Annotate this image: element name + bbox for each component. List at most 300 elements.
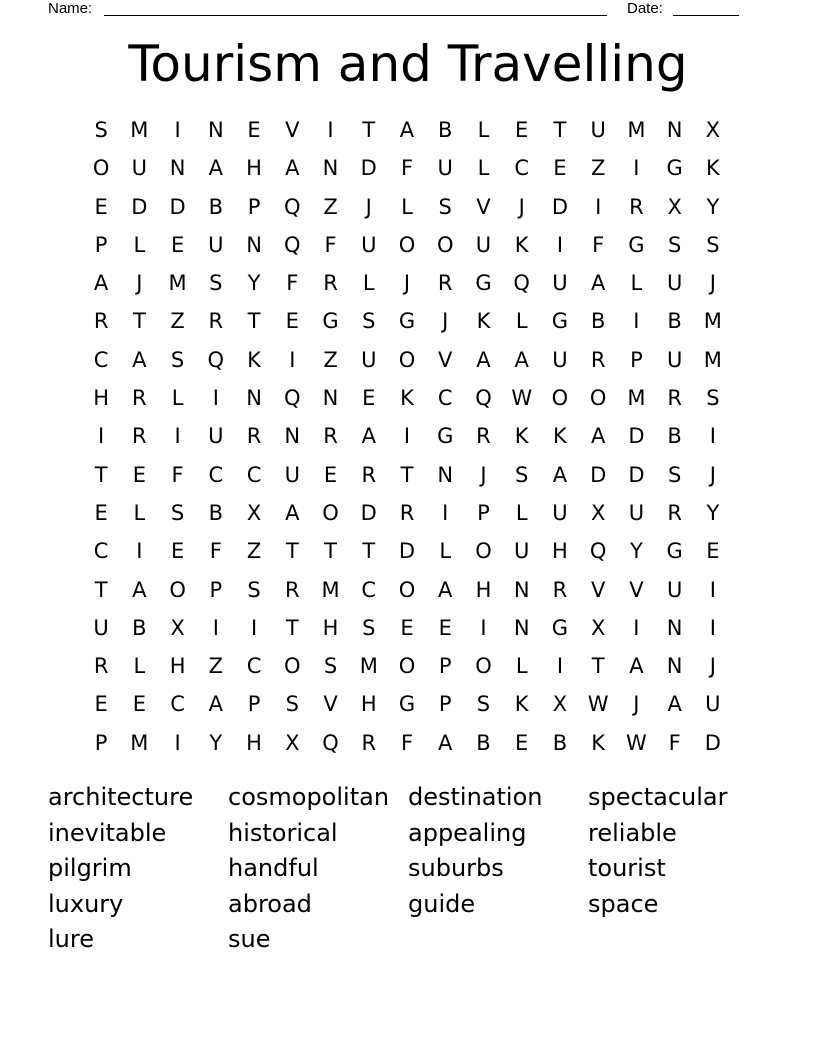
grid-letter: U [552,500,568,525]
grid-letter: V [323,692,338,717]
grid-letter: N [437,462,454,487]
grid-letter: Q [284,386,301,411]
grid-letter: K [553,424,567,449]
grid-letter: Q [589,539,607,564]
date-label: Date: [627,0,663,17]
grid-letter: E [247,118,261,142]
grid-letter: Y [209,730,223,755]
grid-row [82,188,732,226]
grid-letter: N [513,577,530,602]
grid-letter: S [247,577,261,602]
grid-row [82,226,732,264]
grid-letter: I [98,424,105,449]
grid-letter: H [246,156,262,181]
grid-letter: K [476,309,491,334]
grid-letter: X [590,500,606,525]
grid-letter: A [590,424,606,449]
grid-letter: R [93,309,109,334]
grid-letter: T [94,577,108,602]
grid-row [82,571,732,609]
grid-letter: I [633,615,640,640]
grid-letter: M [359,654,378,679]
grid-letter: C [437,386,453,411]
grid-letter: F [324,232,337,257]
grid-letter: T [324,539,337,564]
grid-letter: A [285,500,300,525]
grid-letter: O [284,654,301,679]
grid-letter: L [362,271,375,296]
grid-letter: J [136,271,143,296]
grid-row [82,609,732,647]
grid-row [82,685,732,723]
grid-letter: D [628,424,645,449]
grid-letter: H [552,539,568,564]
grid-letter: I [633,309,640,334]
grid-letter: A [208,692,223,717]
grid-letter: O [322,500,339,525]
grid-letter: X [285,730,300,755]
grid-row [82,456,732,494]
grid-letter: V [590,577,606,602]
grid-letter: A [361,424,376,449]
grid-letter: T [362,118,376,142]
grid-letter: S [476,692,491,717]
grid-letter: R [323,424,338,449]
grid-letter: X [170,615,185,640]
grid-letter: N [666,615,683,640]
grid-letter: P [209,577,223,602]
grid-letter: E [94,500,108,525]
word-list-item: cosmopolitan [228,783,390,811]
grid-letter: V [438,347,453,372]
grid-letter: N [666,118,683,142]
grid-letter: U [131,156,148,181]
grid-letter: U [208,232,224,257]
word-list-item: sue [228,925,271,954]
word-list-item: pilgrim [48,854,132,883]
grid-letter: A [93,271,109,296]
grid-letter: U [552,347,568,372]
grid-letter: O [92,156,110,181]
grid-letter: O [398,654,416,679]
grid-letter: M [627,386,646,411]
word-list-item: tourist [588,854,666,883]
grid-letter: N [246,232,262,257]
grid-letter: P [477,500,490,525]
grid-letter: G [628,232,645,257]
word-list-item: architecture [48,783,194,811]
grid-letter: E [132,462,146,487]
grid-letter: L [515,500,528,525]
grid-letter: A [132,347,147,372]
grid-letter: E [515,730,529,755]
grid-letter: L [133,232,146,257]
grid-letter: I [174,730,181,755]
grid-letter: V [476,194,491,219]
grid-letter: S [209,271,223,296]
grid-letter: F [171,462,184,487]
grid-letter: L [477,118,490,142]
grid-letter: Q [284,232,301,257]
grid-letter: L [133,654,146,679]
grid-row [82,724,732,762]
grid-letter: R [93,654,109,679]
grid-letter: T [362,539,376,564]
grid-letter: T [285,539,299,564]
word-list-item: inevitable [48,818,167,847]
grid-letter: K [514,692,529,717]
grid-letter: A [208,156,223,181]
grid-letter: F [592,232,605,257]
grid-letter: F [286,271,299,296]
word-list-item: handful [228,854,319,883]
grid-letter: W [587,692,609,717]
grid-letter: U [590,118,606,142]
grid-letter: M [168,271,187,296]
grid-letter: B [438,118,453,142]
grid-letter: F [400,730,414,755]
page-title: Tourism and Travelling [128,35,688,93]
grid-letter: J [633,692,640,717]
grid-letter: S [515,462,529,487]
grid-letter: I [403,424,411,449]
grid-letter: D [704,730,721,755]
grid-letter: H [246,730,262,755]
grid-letter: V [285,118,300,142]
grid-letter: A [590,271,606,296]
grid-letter: D [398,539,416,564]
grid-letter: P [630,347,643,372]
grid-letter: A [399,118,415,142]
word-list-item: abroad [228,889,312,918]
grid-row [82,647,732,685]
grid-letter: N [246,386,262,411]
grid-letter: B [667,424,682,449]
grid-row [82,149,732,187]
grid-row [82,264,732,302]
grid-row [82,341,732,379]
grid-letter: S [94,118,108,142]
grid-letter: I [212,615,219,640]
grid-letter: C [246,654,262,679]
grid-letter: S [362,309,376,334]
word-list [48,780,768,958]
grid-letter: N [513,615,530,640]
grid-letter: I [212,386,219,411]
grid-letter: L [401,194,413,219]
grid-letter: K [705,156,720,181]
grid-letter: I [709,577,716,602]
grid-letter: E [515,118,529,142]
grid-letter: N [322,386,339,411]
grid-letter: S [438,194,452,219]
grid-letter: G [551,309,569,334]
grid-letter: G [398,692,416,717]
grid-letter: O [551,386,569,411]
grid-letter: O [398,577,416,602]
grid-letter: F [209,539,222,564]
grid-letter: G [475,271,492,296]
grid-letter: C [170,692,185,717]
grid-letter: U [514,539,530,564]
grid-letter: S [706,386,720,411]
grid-letter: F [668,730,681,755]
grid-letter: K [400,386,414,411]
grid-letter: L [171,386,184,411]
grid-letter: P [94,730,108,755]
grid-letter: Q [475,386,492,411]
grid-letter: S [323,654,338,679]
grid-letter: U [437,156,453,181]
grid-letter: A [285,156,300,181]
grid-letter: M [703,309,722,334]
grid-letter: H [322,615,339,640]
grid-letter: R [132,424,147,449]
grid-letter: E [170,232,185,257]
grid-letter: R [361,730,377,755]
grid-letter: R [667,386,682,411]
grid-letter: Y [629,539,643,564]
grid-letter: U [666,271,683,296]
grid-letter: U [475,232,492,257]
grid-letter: B [667,309,682,334]
grid-letter: C [93,539,109,564]
grid-letter: D [169,194,186,219]
grid-letter: J [442,309,449,334]
grid-letter: O [169,577,186,602]
grid-letter: B [208,194,224,219]
grid-letter: R [667,500,682,525]
grid-letter: N [207,118,224,142]
grid-letter: J [709,462,716,487]
grid-letter: S [667,462,682,487]
grid-letter: I [136,539,143,564]
grid-letter: R [629,194,644,219]
grid-letter: X [552,692,568,717]
grid-letter: S [170,500,185,525]
grid-letter: L [133,500,146,525]
grid-letter: I [174,118,181,142]
grid-letter: T [132,309,146,334]
grid-row [82,379,732,417]
grid-letter: S [362,615,376,640]
grid-letter: K [514,232,529,257]
grid-letter: R [552,577,568,602]
grid-letter: T [285,615,299,640]
grid-letter: A [514,347,529,372]
grid-letter: E [285,309,299,334]
grid-letter: U [284,462,300,487]
grid-row [82,494,732,532]
grid-letter: A [552,462,568,487]
grid-letter: E [400,615,414,640]
grid-letter: G [398,309,416,334]
grid-letter: U [361,347,377,372]
grid-letter: Z [246,539,262,564]
grid-letter: E [170,539,185,564]
grid-letter: D [628,462,645,487]
grid-letter: Q [284,194,301,219]
grid-letter: O [475,654,492,679]
grid-letter: Z [323,347,338,372]
grid-letter: O [398,347,416,372]
grid-letter: W [511,386,533,411]
grid-letter: P [247,692,261,717]
grid-letter: B [552,730,568,755]
grid-letter: P [94,232,108,257]
grid-letter: D [360,500,377,525]
grid-letter: D [360,156,377,181]
grid-letter: N [284,424,301,449]
grid-letter: T [553,118,567,142]
grid-letter: B [590,309,606,334]
grid-row [82,302,732,340]
grid-letter: U [628,500,645,525]
grid-letter: J [480,462,487,487]
grid-letter: X [667,194,682,219]
grid-letter: Z [590,156,606,181]
grid-letter: I [174,424,181,449]
word-list-item: appealing [408,818,527,847]
grid-letter: R [246,424,262,449]
grid-letter: X [590,615,606,640]
grid-letter: D [131,194,148,219]
grid-row [82,111,732,149]
grid-letter: J [709,271,716,296]
grid-letter: H [93,386,110,411]
grid-letter: X [705,118,721,142]
grid-letter: R [399,500,415,525]
grid-letter: Z [170,309,185,334]
grid-letter: B [132,615,147,640]
grid-letter: E [94,194,108,219]
grid-letter: O [589,386,607,411]
grid-letter: U [552,271,568,296]
grid-letter: I [709,615,716,640]
grid-letter: G [437,424,454,449]
grid-letter: M [130,118,149,142]
grid-letter: E [94,692,108,717]
grid-letter: O [436,232,454,257]
grid-letter: E [362,386,376,411]
grid-letter: A [438,577,453,602]
grid-letter: R [208,309,224,334]
grid-letter: G [666,539,683,564]
name-label: Name: [48,0,93,17]
grid-letter: U [93,615,109,640]
grid-letter: L [477,156,490,181]
grid-letter: D [551,194,569,219]
grid-letter: S [170,347,185,372]
grid-letter: W [626,730,647,755]
grid-letter: E [706,539,720,564]
grid-letter: G [551,615,569,640]
grid-letter: J [518,194,525,219]
grid-letter: R [437,271,453,296]
word-list-item: guide [408,889,476,918]
grid-letter: M [321,577,340,602]
grid-letter: I [595,194,602,219]
word-list-item: reliable [588,818,677,847]
grid-letter: C [246,462,262,487]
grid-letter: U [666,347,683,372]
grid-letter: Y [706,194,720,219]
grid-letter: I [633,156,640,181]
grid-letter: I [289,347,296,372]
grid-letter: R [476,424,491,449]
grid-letter: O [398,232,416,257]
grid-letter: G [322,309,339,334]
grid-letter: A [629,654,644,679]
grid-letter: H [475,577,492,602]
grid-letter: L [630,271,643,296]
grid-letter: O [475,539,492,564]
grid-letter: C [361,577,377,602]
grid-letter: A [476,347,491,372]
grid-letter: M [627,118,646,142]
grid-letter: N [666,654,683,679]
grid-letter: K [514,424,529,449]
grid-letter: I [250,615,258,640]
grid-letter: B [476,730,491,755]
grid-letter: S [667,232,682,257]
grid-letter: R [323,271,338,296]
grid-letter: B [208,500,224,525]
grid-letter: T [591,654,605,679]
letter-grid [82,111,732,762]
grid-letter: G [666,156,683,181]
grid-letter: N [169,156,186,181]
grid-letter: M [130,730,149,755]
grid-letter: F [400,156,414,181]
grid-letter: A [438,730,453,755]
grid-letter: P [438,654,452,679]
grid-letter: K [591,730,606,755]
grid-letter: C [514,156,530,181]
grid-letter: T [247,309,261,334]
grid-letter: H [360,692,377,717]
grid-letter: Y [247,271,261,296]
grid-letter: E [438,615,452,640]
grid-letter: L [515,309,528,334]
grid-letter: T [400,462,414,487]
grid-letter: H [169,654,186,679]
grid-letter: M [703,347,722,372]
grid-letter: J [709,654,716,679]
grid-letter: Z [208,654,224,679]
grid-letter: Z [323,194,338,219]
date-field[interactable] [673,15,739,16]
grid-letter: U [705,692,721,717]
grid-letter: T [94,462,108,487]
word-list-item: lure [48,925,94,954]
word-list-item: spectacular [588,783,728,811]
word-list-item: suburbs [408,854,504,883]
grid-letter: C [93,347,109,372]
grid-letter: E [323,462,338,487]
grid-row [82,417,732,455]
grid-letter: R [361,462,377,487]
name-field[interactable] [104,15,607,16]
grid-letter: N [322,156,339,181]
grid-letter: S [706,232,720,257]
grid-letter: R [590,347,606,372]
header [48,0,748,18]
grid-letter: U [666,577,683,602]
grid-letter: J [403,271,411,296]
grid-letter: X [246,500,262,525]
grid-letter: V [629,577,644,602]
